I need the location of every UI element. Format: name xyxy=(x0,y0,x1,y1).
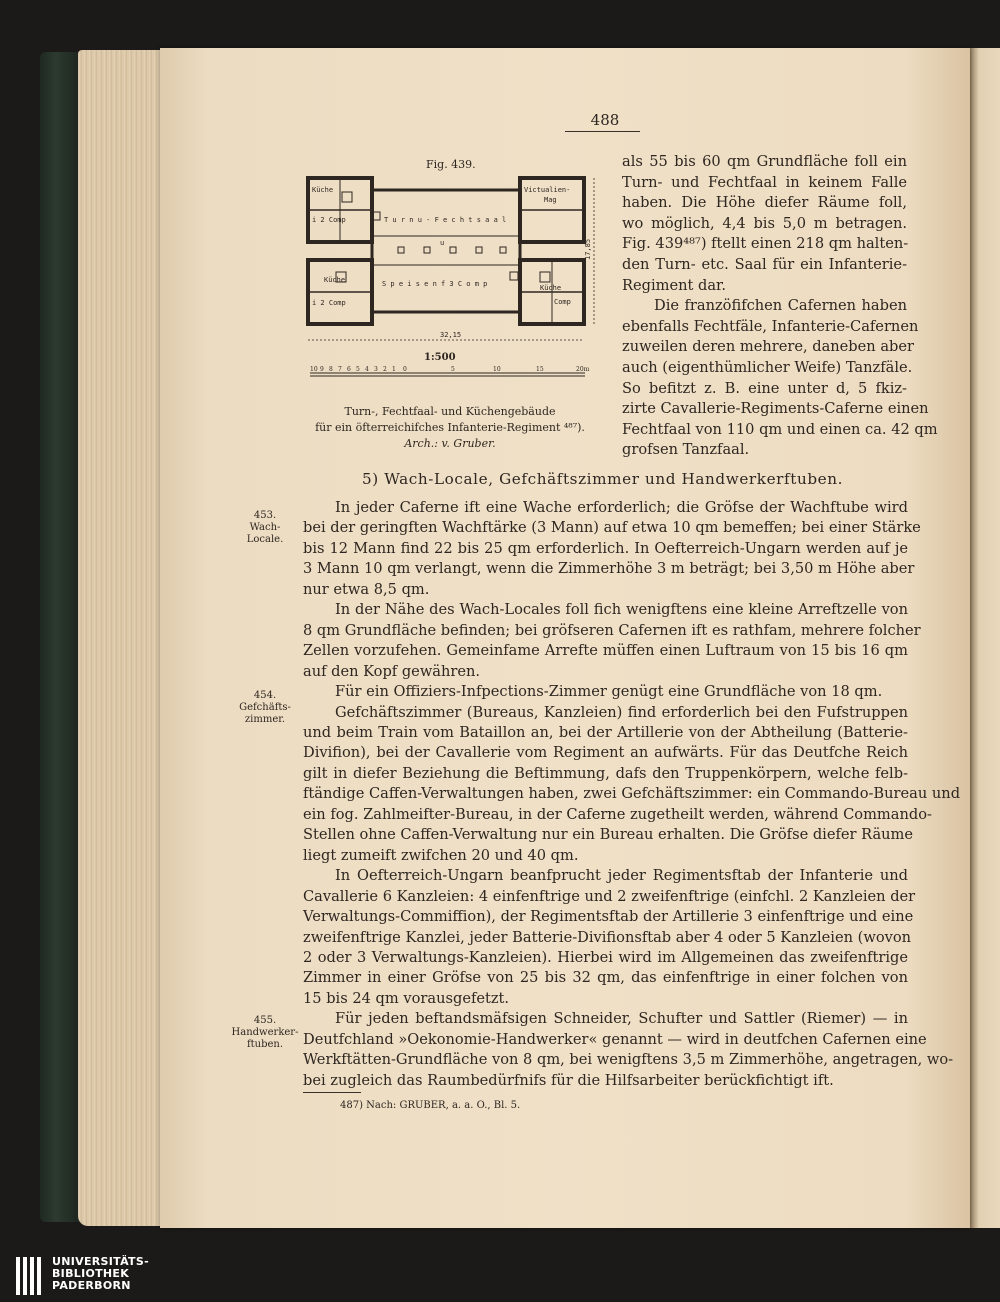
scale-tick: 1 xyxy=(392,366,396,373)
scale-label: 1:500 xyxy=(424,352,456,363)
text-line: 15 bis 24 qm vorausgefetzt. xyxy=(303,989,510,1007)
text-line: Für ein Offiziers-Infpections-Zimmer genügt eine Grundfläche von 18 qm. xyxy=(335,683,883,701)
margin-note-label: Gefchäfts- xyxy=(239,702,291,713)
scale-tick: 10 xyxy=(310,366,318,373)
page-number: 488 xyxy=(590,111,620,129)
text-line: Cavallerie 6 Kanzleien: 4 einfenftrige und 2 zweifenftrige (einfchl. 2 Kanzleien der xyxy=(303,887,916,905)
text-line: Gefchäftszimmer (Bureaus, Kanzleien) find erforderlich bei den Fufstruppen xyxy=(335,703,908,721)
scale-tick: 10 xyxy=(493,366,501,373)
text-line: Turn- und Fechtfaal in keinem Falle xyxy=(622,173,907,191)
library-logo-text xyxy=(52,1256,149,1292)
text-line: wo möglich, 4,4 bis 5,0 m betragen. xyxy=(622,214,907,232)
text-line: zweifenftrige Kanzlei, jeder Batterie-Divifionsftab aber 4 oder 5 Kanzleien (wovon xyxy=(303,928,912,946)
text-line: Fechtfaal von 110 qm und einen ca. 42 qm xyxy=(622,420,938,438)
scale-tick: 2 xyxy=(383,366,387,373)
margin-note-label: ftuben. xyxy=(246,1039,284,1050)
text-line: Fig. 439⁴⁸⁷) ftellt einen 218 qm halten- xyxy=(622,235,909,253)
margin-note-455 xyxy=(226,1015,304,1051)
text-line: auf den Kopf gewähren. xyxy=(303,662,481,680)
scale-tick: 20m xyxy=(576,366,590,373)
library-logo-line: BIBLIOTHEK xyxy=(52,1267,130,1280)
room-label-comp-bottom-right: Comp xyxy=(554,298,571,306)
text-line: ein fog. Zahlmeifter-Bureau, in der Caferne zugetheilt werden, während Commando- xyxy=(303,805,932,823)
margin-note-number: 453. xyxy=(253,510,277,521)
text-line: Divifion), bei der Cavallerie vom Regiment an aufwärts. Für das Deutfche Reich xyxy=(303,744,908,762)
text-line: bis 12 Mann find 22 bis 25 qm erforderlich. In Oefterreich-Ungarn werden auf je xyxy=(303,539,908,557)
scale-tick: 8 xyxy=(329,366,333,373)
text-line: Für jeden beftandsmäfsigen Schneider, Schufter und Sattler (Riemer) — in xyxy=(335,1010,908,1028)
text-line: Werkftätten-Grundfläche von 8 qm, bei wenigftens 3,5 m Zimmerhöhe, angetragen, wo- xyxy=(303,1051,954,1069)
scale-tick: 9 xyxy=(320,366,324,373)
text-line: gilt in diefer Beziehung die Beftimmung, dafs den Truppenkörpern, welche felb- xyxy=(303,764,908,782)
room-label-kueche-top-left: Küche xyxy=(312,186,334,194)
text-line: So befitzt z. B. eine unter d, 5 fkiz- xyxy=(622,379,907,397)
footnote-rule xyxy=(303,1092,361,1093)
room-label-comp-top-left: i 2 Comp xyxy=(312,216,346,224)
figure-label: Fig. 439. xyxy=(426,158,476,171)
text-line: bei der geringften Wachftärke (3 Mann) auf etwa 10 qm bemeffen; bei einer Stärke xyxy=(303,519,921,537)
text-line: 3 Mann 10 qm verlangt, wenn die Zimmerhöhe 3 m beträgt; bei 3,50 m Höhe aber xyxy=(303,560,915,578)
text-line: Verwaltungs-Commiffion), der Regimentsftab der Artillerie 3 einfenftrige und eine xyxy=(303,908,914,926)
text-line: In der Nähe des Wach-Locales foll fich wenigftens eine kleine Arreftzelle von xyxy=(335,601,908,619)
scale-tick: 5 xyxy=(451,366,455,373)
margin-note-label: Locale. xyxy=(246,534,284,545)
text-line: 8 qm Grundfläche befinden; bei gröfseren Cafernen ift es rathfam, mehrere folcher xyxy=(303,621,921,639)
scale-tick: 5 xyxy=(356,366,360,373)
scale-tick: 3 xyxy=(374,366,378,373)
room-label-victualien: Victualien- xyxy=(524,186,571,194)
text-line: haben. Die Höhe diefer Räume foll, xyxy=(622,194,907,212)
figure-caption-line-2: für ein öfterreichifches Infanterie-Regiment ⁴⁸⁷). xyxy=(315,421,585,434)
footnote: 487) Nach: GRUBER, a. a. O., Bl. 5. xyxy=(340,1100,521,1111)
book-cover-edge xyxy=(40,52,80,1222)
text-line: ebenfalls Fechtfäle, Infanterie-Cafernen xyxy=(622,317,919,335)
margin-note-number: 455. xyxy=(253,1015,277,1026)
text-line: und beim Train vom Bataillon an, bei der Artillerie von der Abtheilung (Batterie- xyxy=(303,723,908,741)
figure-caption-architect: Arch.: v. Gruber. xyxy=(404,437,496,450)
dimension-vertical: 17,85 xyxy=(584,238,592,260)
text-line: den Turn- etc. Saal für ein Infanterie- xyxy=(622,255,907,273)
text-line: als 55 bis 60 qm Grundfläche foll ein xyxy=(622,153,907,170)
room-label-kueche-bottom-right: Küche xyxy=(540,284,562,292)
text-line: zuweilen deren mehrere, daneben aber xyxy=(622,338,914,356)
library-logo-line: PADERBORN xyxy=(52,1279,131,1292)
right-column-text xyxy=(622,152,938,461)
text-line: Stellen ohne Caffen-Verwaltung nur ein Bureau erhalten. Die Gröfse diefer Räume xyxy=(303,826,914,844)
scale-tick: 6 xyxy=(347,366,351,373)
room-label-u: u xyxy=(440,239,445,247)
margin-note-label: zimmer. xyxy=(244,714,286,725)
margin-note-label: Handwerker- xyxy=(231,1027,299,1038)
dimension-horizontal: 32,15 xyxy=(440,331,462,339)
scale-tick: 0 xyxy=(403,366,407,373)
text-line: Zimmer in einer Gröfse von 25 bis 32 qm, das einfenftrige in einer folchen von xyxy=(303,969,908,987)
main-body-text xyxy=(303,498,961,1091)
page-stack-edge xyxy=(78,50,173,1226)
room-label-comp-bottom-left: i 2 Comp xyxy=(312,299,346,307)
library-footer-band xyxy=(0,1252,1000,1302)
library-logo-icon xyxy=(14,1253,46,1299)
text-line: 2 oder 3 Verwaltungs-Kanzleien). Hierbei wird im Allgemeinen das zweifenftrige xyxy=(303,948,908,966)
scale-tick: 4 xyxy=(365,366,369,373)
text-line: Die franzöfifchen Cafernen haben xyxy=(654,297,907,315)
room-label-kueche-bottom-left: Küche xyxy=(324,276,346,284)
scale-tick: 7 xyxy=(338,366,342,373)
margin-note-number: 454. xyxy=(253,690,277,701)
margin-note-454 xyxy=(226,690,304,726)
margin-note-label: Wach- xyxy=(249,522,281,533)
text-line: In jeder Caferne ift eine Wache erforderlich; die Gröfse der Wachftube wird xyxy=(335,499,908,516)
text-line: liegt zumeift zwifchen 20 und 40 qm. xyxy=(303,846,579,864)
floor-plan-figure xyxy=(300,172,605,382)
text-line: bei zugleich das Raumbedürfnifs für die Hilfsarbeiter berückfichtigt ift. xyxy=(303,1071,834,1089)
library-logo-line: UNIVERSITÄTS- xyxy=(52,1255,149,1268)
room-label-speisesaal: S p e i s e n f 3 C o m p xyxy=(382,280,488,288)
text-line: In Oefterreich-Ungarn beanfprucht jeder Regimentsftab der Infanterie und xyxy=(335,867,908,885)
text-line: grofsen Tanzfaal. xyxy=(622,441,750,459)
margin-note-453 xyxy=(226,510,304,546)
section-heading: 5) Wach-Locale, Gefchäftszimmer und Handwerkerftuben. xyxy=(362,470,844,488)
text-line: zirte Cavallerie-Regiments-Caferne einen xyxy=(622,400,929,418)
text-line: Deutfchland »Oekonomie-Handwerker« genannt — wird in deutfchen Cafernen eine xyxy=(303,1030,927,1048)
text-line: ftändige Caffen-Verwaltungen haben, zwei Gefchäftszimmer: ein Commando-Bureau und xyxy=(303,785,961,803)
room-label-mag: Mag xyxy=(544,196,557,204)
scale-tick: 15 xyxy=(536,366,544,373)
text-line: nur etwa 8,5 qm. xyxy=(303,580,430,598)
text-line: Regiment dar. xyxy=(622,276,727,294)
room-label-turnsaal: T u r n u - F e c h t s a a l xyxy=(384,216,507,224)
text-line: auch (eigenthümlicher Weife) Tanzfäle. xyxy=(622,358,913,376)
page-number-rule xyxy=(565,131,640,132)
facing-page-edge xyxy=(970,48,1000,1228)
text-line: Zellen vorzufehen. Gemeinfame Arrefte müffen einen Luftraum von 15 bis 16 qm xyxy=(303,642,908,660)
figure-caption-line-1: Turn-, Fechtfaal- und Küchengebäude xyxy=(344,405,556,418)
